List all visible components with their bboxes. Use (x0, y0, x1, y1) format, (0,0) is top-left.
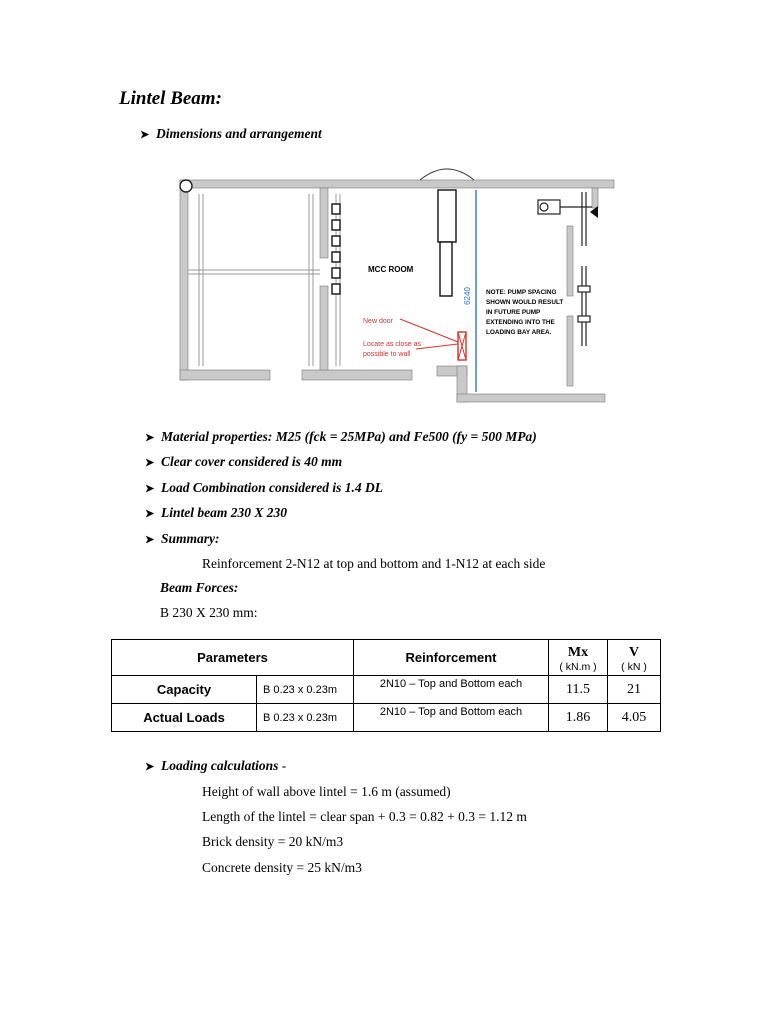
plan-locate-line2: possible to wall (363, 351, 411, 358)
header-parameters: Parameters (112, 640, 354, 676)
row-v: 4.05 (608, 704, 661, 732)
row-v: 21 (608, 676, 661, 704)
header-reinforcement: Reinforcement (354, 640, 549, 676)
row-reinforcement: 2N10 – Top and Bottom each (354, 704, 549, 732)
loading-line: Height of wall above lintel = 1.6 m (assumed) (202, 784, 451, 799)
bullet-summary-text: Summary: (161, 531, 220, 546)
plan-locate-line1: Locate as close as (363, 341, 421, 348)
row-param: Actual Loads (112, 704, 257, 732)
bullet-lintel-size (145, 505, 287, 521)
plan-note (486, 289, 563, 336)
plan-new-door-label: New door (363, 318, 393, 325)
plan-marker-icon (180, 180, 192, 192)
bullet-cover-text: Clear cover considered is 40 mm (161, 454, 343, 469)
row-section: B 0.23 x 0.23m (257, 704, 354, 732)
plan-dimension-label: 6240 (463, 287, 472, 305)
loading-line: Brick density = 20 kN/m3 (202, 834, 344, 849)
table-row (112, 676, 661, 704)
header-mx (549, 640, 608, 676)
arrow-bullet-icon: ➤ (145, 432, 155, 444)
bullet-lintel-size-text: Lintel beam 230 X 230 (161, 505, 287, 520)
beam-forces-label: Beam Forces: (160, 580, 239, 595)
arrow-bullet-icon: ➤ (145, 483, 155, 495)
plan-note-line: LOADING BAY AREA. (486, 329, 552, 336)
row-section: B 0.23 x 0.23m (257, 676, 354, 704)
plan-arch (420, 169, 474, 180)
plan-note-line: NOTE: PUMP SPACING (486, 289, 557, 296)
bullet-summary (145, 531, 220, 547)
loading-heading: Loading calculations (161, 758, 279, 773)
row-mx: 11.5 (549, 676, 608, 704)
table-header-row (112, 640, 661, 676)
plan-note-line: EXTENDING INTO THE (486, 319, 555, 326)
plan-equipment-boxes (332, 190, 456, 296)
bullet-load-combination-text: Load Combination considered is 1.4 DL (161, 480, 384, 495)
loading-line: Length of the lintel = clear span + 0.3 = 0.82 + 0.3 = 1.12 m (202, 809, 527, 824)
section-dimensions (140, 126, 322, 142)
row-reinforcement: 2N10 – Top and Bottom each (354, 676, 549, 704)
bullet-cover (145, 454, 342, 470)
bullet-material (145, 429, 537, 445)
summary-text: Reinforcement 2-N12 at top and bottom and 1-N12 at each side (202, 556, 546, 571)
arrow-bullet-icon: ➤ (140, 129, 150, 141)
section-dimensions-label: Dimensions and arrangement (156, 126, 322, 141)
table-row (112, 704, 661, 732)
floor-plan-figure (172, 166, 616, 410)
header-v-unit: ( kN ) (621, 660, 647, 673)
loading-line: Concrete density = 25 kN/m3 (202, 860, 362, 875)
plan-partitions (188, 194, 340, 366)
arrow-bullet-icon: ➤ (145, 457, 155, 469)
page-title: Lintel Beam: (119, 88, 222, 109)
loading-dash: - (278, 758, 287, 773)
plan-note-line: SHOWN WOULD RESULT (486, 299, 564, 306)
arrow-bullet-icon: ➤ (145, 508, 155, 520)
beam-forces-table (111, 639, 661, 732)
header-mx-unit: ( kN.m ) (559, 660, 597, 673)
bullet-loading (145, 758, 286, 774)
plan-room-label: MCC ROOM (368, 265, 414, 274)
arrow-bullet-icon: ➤ (145, 534, 155, 546)
plan-note-line: IN FUTURE PUMP (486, 309, 541, 316)
header-mx-label: Mx (567, 644, 589, 660)
row-mx: 1.86 (549, 704, 608, 732)
bullet-load-combination (145, 480, 383, 496)
row-param: Capacity (112, 676, 257, 704)
arrow-bullet-icon: ➤ (145, 761, 155, 773)
header-v-label: V (628, 644, 640, 660)
header-v (608, 640, 661, 676)
beam-size: B 230 X 230 mm: (160, 605, 258, 620)
bullet-material-text: Material properties: M25 (fck = 25MPa) and Fe500 (fy = 500 MPa) (161, 429, 537, 444)
